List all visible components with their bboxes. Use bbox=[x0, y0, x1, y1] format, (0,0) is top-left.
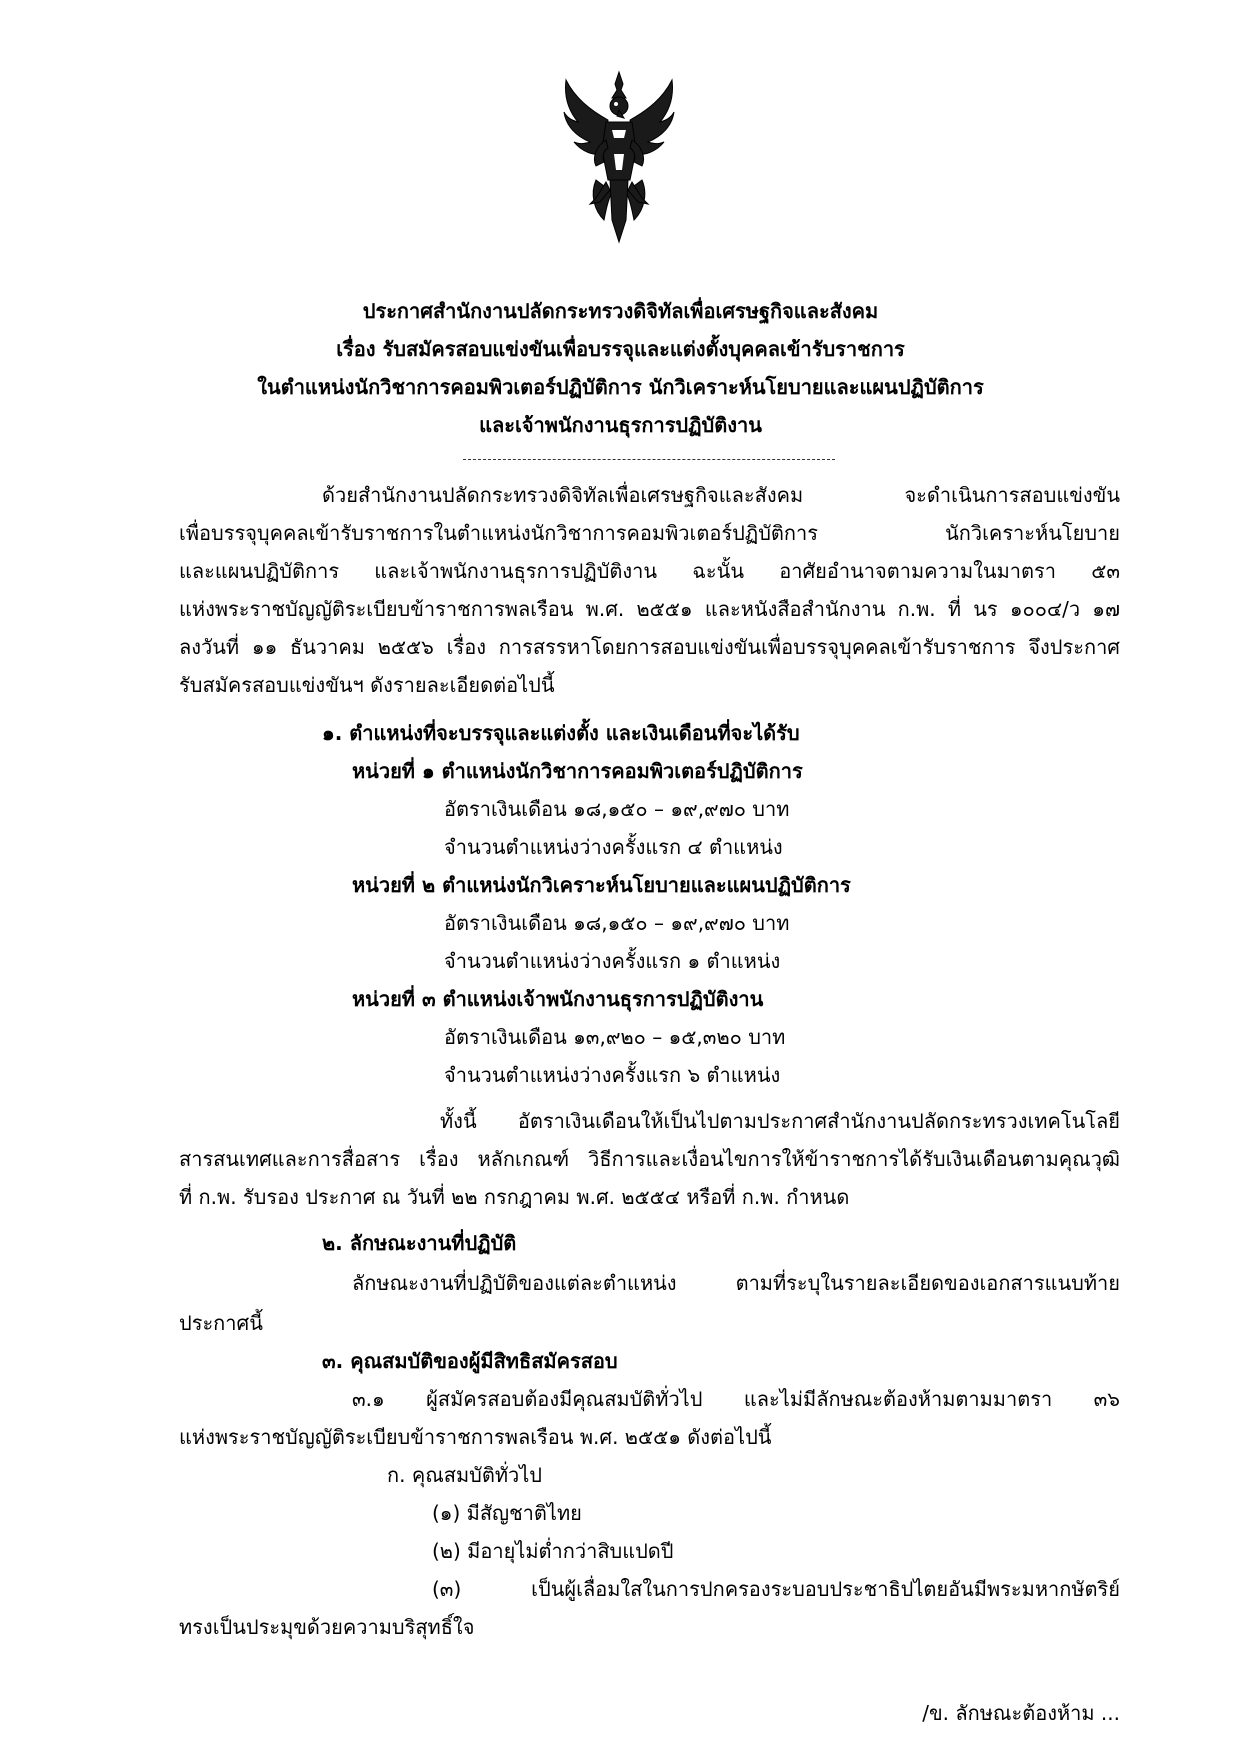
section-1-heading: ๑. ตำแหน่งที่จะบรรจุและแต่งตั้ง และเงินเดือนที่จะได้รับ bbox=[322, 721, 800, 745]
qualification-item-3-continuation: ทรงเป็นประมุขด้วยความบริสุทธิ์ใจ bbox=[179, 1615, 475, 1639]
unit-1-title: หน่วยที่ ๑ ตำแหน่งนักวิชาการคอมพิวเตอร์ปฏิบัติการ bbox=[352, 759, 803, 783]
continuation-note: /ข. ลักษณะต้องห้าม ... bbox=[922, 1701, 1120, 1725]
salary-note-line-2: สารสนเทศและการสื่อสาร เรื่อง หลักเกณฑ์ วิธีการและเงื่อนไขการให้ข้าราชการได้รับเงินเดือนตามคุณวุฒิ bbox=[179, 1147, 1120, 1171]
salary-note-line-3: ที่ ก.พ. รับรอง ประกาศ ณ วันที่ ๒๒ กรกฎาคม พ.ศ. ๒๕๕๔ หรือที่ ก.พ. กำหนด bbox=[179, 1185, 850, 1209]
qualifications-subheading: ก. คุณสมบัติทั่วไป bbox=[387, 1463, 542, 1487]
unit-3-salary: อัตราเงินเดือน ๑๓,๙๒๐ – ๑๕,๓๒๐ บาท bbox=[444, 1025, 786, 1049]
section-3-heading: ๓. คุณสมบัติของผู้มีสิทธิสมัครสอบ bbox=[322, 1349, 618, 1373]
qualification-item-3: (๓) เป็นผู้เลื่อมใสในการปกครองระบอบประชาธิปไตยอันมีพระมหากษัตริย์ bbox=[432, 1577, 1120, 1601]
intro-line-1: ด้วยสำนักงานปลัดกระทรวงดิจิทัลเพื่อเศรษฐกิจและสังคม จะดำเนินการสอบแข่งขัน bbox=[322, 483, 1120, 507]
unit-1-vacancies: จำนวนตำแหน่งว่างครั้งแรก ๔ ตำแหน่ง bbox=[444, 835, 783, 859]
unit-3-vacancies: จำนวนตำแหน่งว่างครั้งแรก ๖ ตำแหน่ง bbox=[444, 1063, 781, 1087]
section-2-line-2: ประกาศนี้ bbox=[179, 1311, 263, 1335]
title-line-2: เรื่อง รับสมัครสอบแข่งขันเพื่อบรรจุและแต่งตั้งบุคคลเข้ารับราชการ bbox=[336, 337, 905, 361]
section-3-line-1: ๓.๑ ผู้สมัครสอบต้องมีคุณสมบัติทั่วไป และไม่มีลักษณะต้องห้ามตามมาตรา ๓๖ bbox=[352, 1387, 1120, 1411]
intro-line-5: ลงวันที่ ๑๑ ธันวาคม ๒๕๕๖ เรื่อง การสรรหาโดยการสอบแข่งขันเพื่อบรรจุบุคคลเข้ารับราชการ จึงประกาศ bbox=[179, 635, 1120, 659]
title-line-1: ประกาศสำนักงานปลัดกระทรวงดิจิทัลเพื่อเศรษฐกิจและสังคม bbox=[362, 299, 879, 323]
salary-note-line-1: ทั้งนี้ อัตราเงินเดือนให้เป็นไปตามประกาศสำนักงานปลัดกระทรวงเทคโนโลยี bbox=[440, 1109, 1120, 1133]
unit-2-salary: อัตราเงินเดือน ๑๘,๑๕๐ – ๑๙,๙๗๐ บาท bbox=[444, 911, 790, 935]
unit-2-vacancies: จำนวนตำแหน่งว่างครั้งแรก ๑ ตำแหน่ง bbox=[444, 949, 781, 973]
intro-line-4: แห่งพระราชบัญญัติระเบียบข้าราชการพลเรือน พ.ศ. ๒๕๕๑ และหนังสือสำนักงาน ก.พ. ที่ นร ๑๐๐๔/ว ๑๗ bbox=[179, 597, 1120, 621]
title-divider bbox=[463, 459, 835, 460]
qualification-item-2: (๒) มีอายุไม่ต่ำกว่าสิบแปดปี bbox=[432, 1539, 674, 1563]
title-line-4: และเจ้าพนักงานธุรการปฏิบัติงาน bbox=[479, 413, 762, 437]
garuda-emblem-icon bbox=[560, 70, 678, 246]
unit-2-title: หน่วยที่ ๒ ตำแหน่งนักวิเคราะห์นโยบายและแผนปฏิบัติการ bbox=[352, 873, 851, 897]
title-line-3: ในตำแหน่งนักวิชาการคอมพิวเตอร์ปฏิบัติการ นักวิเคราะห์นโยบายและแผนปฏิบัติการ bbox=[257, 375, 984, 399]
section-3-line-2: แห่งพระราชบัญญัติระเบียบข้าราชการพลเรือน พ.ศ. ๒๕๕๑ ดังต่อไปนี้ bbox=[179, 1425, 772, 1449]
section-2-heading: ๒. ลักษณะงานที่ปฏิบัติ bbox=[322, 1231, 517, 1255]
unit-1-salary: อัตราเงินเดือน ๑๘,๑๕๐ – ๑๙,๙๗๐ บาท bbox=[444, 797, 790, 821]
section-2-line-1: ลักษณะงานที่ปฏิบัติของแต่ละตำแหน่ง ตามที่ระบุในรายละเอียดของเอกสารแนบท้าย bbox=[352, 1271, 1120, 1295]
intro-line-2: เพื่อบรรจุบุคคลเข้ารับราชการในตำแหน่งนักวิชาการคอมพิวเตอร์ปฏิบัติการ นักวิเคราะห์นโยบาย bbox=[179, 521, 1120, 545]
intro-line-3: และแผนปฏิบัติการ และเจ้าพนักงานธุรการปฏิบัติงาน ฉะนั้น อาศัยอำนาจตามความในมาตรา ๕๓ bbox=[179, 559, 1120, 583]
intro-line-6: รับสมัครสอบแข่งขันฯ ดังรายละเอียดต่อไปนี้ bbox=[179, 673, 555, 697]
unit-3-title: หน่วยที่ ๓ ตำแหน่งเจ้าพนักงานธุรการปฏิบัติงาน bbox=[352, 987, 764, 1011]
qualification-item-1: (๑) มีสัญชาติไทย bbox=[432, 1501, 582, 1525]
